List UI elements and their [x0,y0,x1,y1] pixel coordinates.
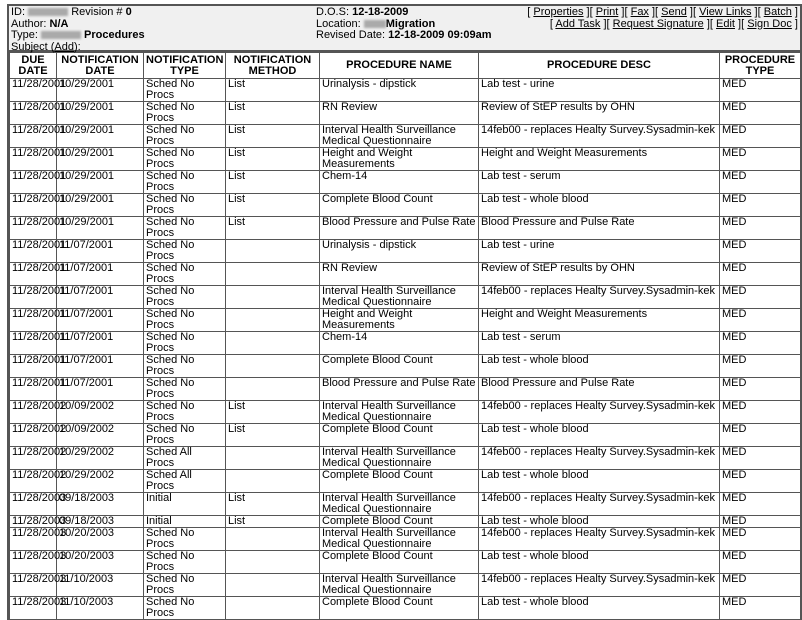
cell-procedure-name: Interval Health Surveillance Medical Questionnaire [320,125,479,148]
cell-notification-method: List [226,102,320,125]
table-row [10,493,801,516]
table-row [10,355,801,378]
link-edit[interactable]: Edit [716,17,735,30]
cell-due-date: 11/28/2001 [10,125,57,148]
cell-due-date: 11/28/2001 [10,194,57,217]
table-row [10,424,801,447]
column-header-notification-method: NOTIFICATION METHOD [226,53,320,79]
cell-procedure-name: Urinalysis - dipstick [320,240,479,263]
cell-notification-date: 10/29/2002 [57,470,144,493]
table-header-row [10,53,801,79]
cell-notification-type: Sched No Procs [144,286,226,309]
location-label: Location: [316,17,361,30]
cell-notification-type: Sched No Procs [144,171,226,194]
cell-notification-date: 11/07/2001 [57,286,144,309]
table-row [10,125,801,148]
cell-procedure-type: MED [720,148,801,171]
cell-procedure-type: MED [720,309,801,332]
cell-notification-type: Initial [144,493,226,516]
cell-notification-method: List [226,493,320,516]
cell-notification-method [226,470,320,493]
link-add-task[interactable]: Add Task [555,17,601,30]
cell-due-date: 11/28/2003 [10,574,57,597]
cell-notification-method [226,597,320,620]
cell-notification-date: 10/20/2003 [57,551,144,574]
table-row [10,528,801,551]
cell-notification-date: 09/18/2003 [57,493,144,516]
cell-due-date: 11/28/2003 [10,493,57,516]
cell-procedure-desc: 14feb00 - replaces Healty Survey.Sysadmin-kek [479,574,720,597]
cell-notification-type: Sched No Procs [144,309,226,332]
cell-procedure-desc: Review of StEP results by OHN [479,263,720,286]
cell-notification-date: 10/29/2001 [57,102,144,125]
table-row [10,102,801,125]
cell-procedure-type: MED [720,194,801,217]
cell-procedure-name: Complete Blood Count [320,424,479,447]
cell-procedure-desc: Lab test - whole blood [479,194,720,217]
table-row [10,79,801,102]
link-batch[interactable]: Batch [763,6,792,18]
cell-procedure-type: MED [720,597,801,620]
cell-notification-method: List [226,516,320,528]
column-header-notification-date: NOTIFICATION DATE [57,53,144,79]
cell-notification-date: 09/18/2003 [57,516,144,528]
cell-procedure-name: RN Review [320,102,479,125]
column-header-procedure-type: PROCEDURE TYPE [720,53,801,79]
link-fax[interactable]: Fax [630,6,649,18]
table-row [10,551,801,574]
revised-value: 12-18-2009 09:09am [388,29,492,41]
table-row [10,574,801,597]
cell-procedure-name: Chem-14 [320,171,479,194]
cell-procedure-desc: Review of StEP results by OHN [479,102,720,125]
procedures-table [9,52,801,620]
cell-procedure-name: Urinalysis - dipstick [320,79,479,102]
cell-due-date: 11/28/2001 [10,217,57,240]
author-value: N/A [49,17,69,30]
cell-notification-method [226,332,320,355]
cell-procedure-name: RN Review [320,263,479,286]
revised-label: Revised Date: [316,29,386,41]
cell-procedure-name: Height and Weight Measurements [320,148,479,171]
cell-notification-method: List [226,194,320,217]
cell-notification-method [226,355,320,378]
cell-notification-type: Sched No Procs [144,102,226,125]
table-row [10,401,801,424]
cell-notification-method [226,574,320,597]
cell-procedure-desc: 14feb00 - replaces Healty Survey.Sysadmin-kek [479,401,720,424]
cell-procedure-desc: 14feb00 - replaces Healty Survey.Sysadmin-kek [479,493,720,516]
cell-procedure-desc: Lab test - whole blood [479,597,720,620]
cell-procedure-name: Chem-14 [320,332,479,355]
cell-procedure-type: MED [720,528,801,551]
cell-notification-type: Sched No Procs [144,355,226,378]
cell-notification-type: Sched All Procs [144,447,226,470]
cell-notification-type: Sched No Procs [144,332,226,355]
cell-procedure-type: MED [720,332,801,355]
cell-notification-date: 11/07/2001 [57,355,144,378]
table-row [10,286,801,309]
link-send[interactable]: Send [661,6,687,18]
cell-procedure-desc: Lab test - serum [479,171,720,194]
cell-procedure-desc: Lab test - whole blood [479,470,720,493]
cell-due-date: 11/28/2003 [10,528,57,551]
author-label: Author: [11,17,47,30]
cell-notification-date: 10/29/2001 [57,125,144,148]
cell-procedure-type: MED [720,217,801,240]
cell-notification-type: Sched No Procs [144,551,226,574]
cell-procedure-name: Complete Blood Count [320,194,479,217]
cell-procedure-name: Interval Health Surveillance Medical Questionnaire [320,528,479,551]
cell-procedure-type: MED [720,516,801,528]
cell-notification-date: 11/07/2001 [57,240,144,263]
cell-notification-date: 11/10/2003 [57,574,144,597]
cell-procedure-desc: Lab test - whole blood [479,424,720,447]
cell-due-date: 11/28/2001 [10,240,57,263]
cell-procedure-desc: Height and Weight Measurements [479,148,720,171]
cell-procedure-type: MED [720,470,801,493]
cell-procedure-desc: Blood Pressure and Pulse Rate [479,378,720,401]
cell-notification-type: Initial [144,516,226,528]
subject-end: ): [74,40,81,53]
cell-procedure-desc: Lab test - whole blood [479,355,720,378]
dos-label: D.O.S: [316,6,350,18]
cell-notification-method [226,286,320,309]
table-row [10,309,801,332]
table-row [10,597,801,620]
cell-notification-type: Sched No Procs [144,240,226,263]
cell-notification-type: Sched No Procs [144,263,226,286]
cell-notification-method [226,551,320,574]
type-value: Procedures [84,29,145,41]
cell-procedure-type: MED [720,286,801,309]
column-header-procedure-name: PROCEDURE NAME [320,53,479,79]
cell-procedure-name: Interval Health Surveillance Medical Questionnaire [320,493,479,516]
cell-procedure-desc: Lab test - whole blood [479,551,720,574]
cell-due-date: 11/28/2002 [10,447,57,470]
table-row [10,470,801,493]
cell-procedure-name: Complete Blood Count [320,470,479,493]
subject-label: Subject ( [11,40,55,53]
cell-procedure-name: Interval Health Surveillance Medical Questionnaire [320,574,479,597]
type-label: Type: [11,29,38,41]
cell-notification-date: 11/07/2001 [57,263,144,286]
cell-procedure-type: MED [720,125,801,148]
cell-procedure-type: MED [720,551,801,574]
table-row [10,240,801,263]
cell-due-date: 11/28/2001 [10,79,57,102]
cell-notification-type: Sched No Procs [144,528,226,551]
cell-notification-date: 10/29/2001 [57,79,144,102]
cell-due-date: 11/28/2003 [10,597,57,620]
cell-due-date: 11/28/2001 [10,171,57,194]
table-row [10,148,801,171]
cell-notification-type: Sched No Procs [144,424,226,447]
column-header-notification-type: NOTIFICATION TYPE [144,53,226,79]
cell-procedure-desc: Lab test - urine [479,79,720,102]
cell-notification-method: List [226,148,320,171]
cell-notification-date: 11/07/2001 [57,332,144,355]
cell-notification-type: Sched No Procs [144,574,226,597]
cell-due-date: 11/28/2002 [10,424,57,447]
cell-notification-method: List [226,125,320,148]
cell-notification-date: 11/10/2003 [57,597,144,620]
cell-procedure-name: Complete Blood Count [320,551,479,574]
cell-procedure-name: Complete Blood Count [320,597,479,620]
cell-notification-date: 10/20/2003 [57,528,144,551]
cell-notification-date: 10/29/2001 [57,148,144,171]
cell-procedure-type: MED [720,447,801,470]
cell-due-date: 11/28/2001 [10,148,57,171]
cell-procedure-name: Height and Weight Measurements [320,309,479,332]
cell-due-date: 11/28/2001 [10,378,57,401]
cell-procedure-desc: 14feb00 - replaces Healty Survey.Sysadmin-kek [479,528,720,551]
column-header-due-date: DUE DATE [10,53,57,79]
cell-notification-method [226,309,320,332]
cell-procedure-type: MED [720,424,801,447]
table-row [10,194,801,217]
cell-due-date: 11/28/2003 [10,551,57,574]
cell-notification-method: List [226,217,320,240]
cell-procedure-type: MED [720,401,801,424]
cell-notification-type: Sched No Procs [144,401,226,424]
cell-notification-type: Sched All Procs [144,470,226,493]
link-print[interactable]: Print [595,6,619,18]
cell-procedure-desc: 14feb00 - replaces Healty Survey.Sysadmin-kek [479,125,720,148]
cell-notification-type: Sched No Procs [144,217,226,240]
table-row [10,217,801,240]
cell-notification-method: List [226,79,320,102]
revision-label: Revision # [71,6,123,18]
cell-procedure-type: MED [720,378,801,401]
table-row [10,447,801,470]
cell-notification-method [226,528,320,551]
cell-notification-method [226,378,320,401]
cell-procedure-name: Interval Health Surveillance Medical Questionnaire [320,447,479,470]
table-row [10,332,801,355]
cell-notification-method: List [226,171,320,194]
cell-notification-date: 10/29/2001 [57,171,144,194]
cell-procedure-name: Blood Pressure and Pulse Rate [320,217,479,240]
cell-notification-method [226,447,320,470]
table-row [10,263,801,286]
cell-due-date: 11/28/2002 [10,401,57,424]
cell-procedure-name: Interval Health Surveillance Medical Questionnaire [320,401,479,424]
add-subject-link[interactable]: Add [54,40,74,53]
redacted-type [41,31,81,39]
table-row [10,378,801,401]
cell-procedure-name: Complete Blood Count [320,355,479,378]
cell-procedure-desc: Height and Weight Measurements [479,309,720,332]
cell-procedure-type: MED [720,574,801,597]
cell-procedure-type: MED [720,355,801,378]
cell-procedure-type: MED [720,102,801,125]
link-properties[interactable]: Properties [533,6,584,18]
cell-due-date: 11/28/2001 [10,309,57,332]
cell-procedure-name: Blood Pressure and Pulse Rate [320,378,479,401]
cell-notification-date: 10/29/2002 [57,447,144,470]
cell-notification-date: 11/07/2001 [57,309,144,332]
dos-value: 12-18-2009 [352,6,409,18]
cell-due-date: 11/28/2001 [10,332,57,355]
cell-notification-type: Sched No Procs [144,597,226,620]
redacted-id [28,8,68,16]
link-request-signature[interactable]: Request Signature [612,17,704,30]
cell-due-date: 11/28/2001 [10,355,57,378]
link-view-links[interactable]: View Links [699,6,752,18]
cell-procedure-name: Complete Blood Count [320,516,479,528]
cell-procedure-type: MED [720,79,801,102]
cell-due-date: 11/28/2001 [10,286,57,309]
cell-procedure-type: MED [720,171,801,194]
document-panel [7,4,802,620]
cell-due-date: 11/28/2002 [10,470,57,493]
cell-notification-type: Sched No Procs [144,79,226,102]
location-value: Migration [385,17,436,30]
cell-procedure-desc: Lab test - serum [479,332,720,355]
cell-notification-date: 10/29/2001 [57,217,144,240]
table-row [10,171,801,194]
cell-due-date: 11/28/2001 [10,102,57,125]
cell-due-date: 11/28/2003 [10,516,57,528]
cell-notification-date: 10/09/2002 [57,424,144,447]
document-header [9,6,800,52]
revision-value: 0 [125,6,132,18]
column-header-procedure-desc: PROCEDURE DESC [479,53,720,79]
cell-procedure-type: MED [720,263,801,286]
cell-notification-method [226,240,320,263]
cell-procedure-desc: Lab test - urine [479,240,720,263]
link-sign-doc[interactable]: Sign Doc [747,17,792,30]
cell-procedure-type: MED [720,240,801,263]
cell-notification-method: List [226,401,320,424]
cell-notification-method [226,263,320,286]
redacted-location [364,20,386,28]
action-links: [ Properties ][ Print ][ Fax ][ Send ][ View Links ][ Batch ] [ Add Task ][ Request Signature ][ Edit ][ Sign Doc ] [527,6,798,30]
cell-notification-type: Sched No Procs [144,378,226,401]
cell-notification-type: Sched No Procs [144,148,226,171]
cell-notification-type: Sched No Procs [144,125,226,148]
cell-notification-method: List [226,424,320,447]
cell-notification-type: Sched No Procs [144,194,226,217]
cell-procedure-desc: Lab test - whole blood [479,516,720,528]
cell-procedure-desc: 14feb00 - replaces Healty Survey.Sysadmin-kek [479,286,720,309]
id-label: ID: [11,6,26,18]
cell-procedure-type: MED [720,493,801,516]
cell-notification-date: 10/09/2002 [57,401,144,424]
cell-notification-date: 11/07/2001 [57,378,144,401]
cell-notification-date: 10/29/2001 [57,194,144,217]
cell-due-date: 11/28/2001 [10,263,57,286]
cell-procedure-desc: 14feb00 - replaces Healty Survey.Sysadmin-kek [479,447,720,470]
table-row [10,516,801,528]
cell-procedure-name: Interval Health Surveillance Medical Questionnaire [320,286,479,309]
cell-procedure-desc: Blood Pressure and Pulse Rate [479,217,720,240]
